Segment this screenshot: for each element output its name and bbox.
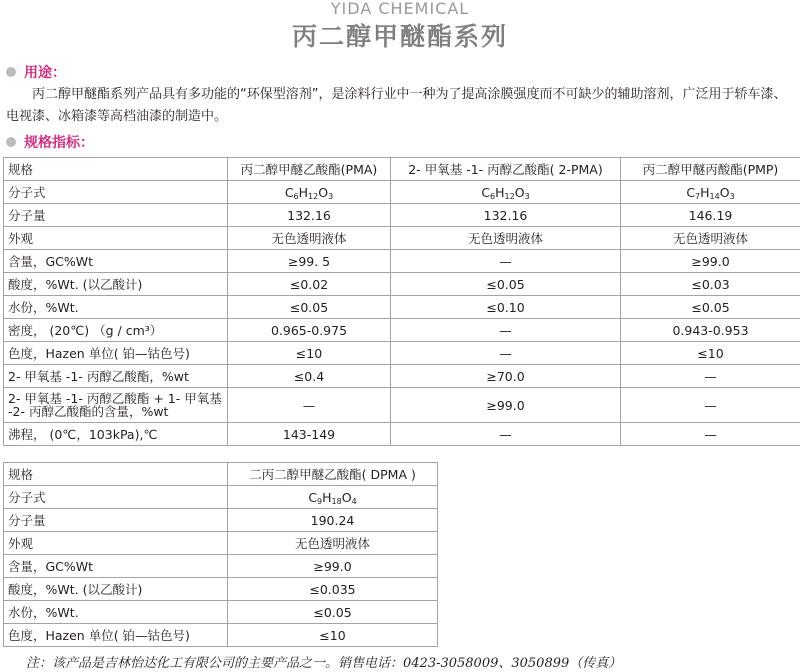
- brand-name: YIDA CHEMICAL: [330, 0, 470, 18]
- column-header: 规格: [4, 158, 228, 181]
- page-title: 丙二醇甲醚酯系列: [291, 22, 508, 51]
- value-cell: —: [391, 250, 621, 273]
- value-cell: ≥99.0: [228, 555, 438, 578]
- value-cell: —: [621, 423, 800, 446]
- value-cell: ≤0.05: [621, 296, 800, 319]
- row-label: 色度，Hazen 单位( 铂—钴色号): [4, 624, 228, 647]
- table-row: [4, 532, 438, 555]
- table-row: [4, 342, 800, 365]
- value-cell: 无色透明液体: [228, 227, 391, 250]
- value-cell: —: [391, 342, 621, 365]
- value-cell: ≥99. 5: [228, 250, 391, 273]
- column-header: 丙二醇甲醚乙酸酯(PMA): [228, 158, 391, 181]
- value-cell: 132.16: [228, 204, 391, 227]
- column-header: 规格: [4, 463, 228, 486]
- formula-cell: $C_9H_{18}O_4$: [228, 486, 438, 509]
- value-cell: ≤10: [621, 342, 800, 365]
- table-row: [4, 365, 800, 388]
- value-cell: ≤0.05: [228, 296, 391, 319]
- value-cell: ≤0.02: [228, 273, 391, 296]
- value-cell: ≥70.0: [391, 365, 621, 388]
- value-cell: —: [621, 365, 800, 388]
- footer-note: 注：该产品是吉林怡达化工有限公司的主要产品之一。销售电话：0423-3058009、3050899（传真）: [26, 656, 622, 671]
- table-row: [4, 204, 800, 227]
- table-row: [4, 578, 438, 601]
- value-cell: ≤0.05: [391, 273, 621, 296]
- spec-table-dpma: [3, 462, 438, 647]
- value-cell: —: [621, 388, 800, 423]
- value-cell: 132.16: [391, 204, 621, 227]
- row-label: 2- 甲氧基 -1- 丙醇乙酸酯 + 1- 甲氧基 -2- 丙醇乙酸酯的含量，%wt: [4, 388, 228, 423]
- table-row: [4, 423, 800, 446]
- row-label: 分子量: [4, 204, 228, 227]
- table-row: [4, 296, 800, 319]
- spec-heading: 规格指标：: [24, 135, 94, 151]
- row-label: 沸程， (0℃，103kPa),℃: [4, 423, 228, 446]
- value-cell: ≤0.10: [391, 296, 621, 319]
- value-cell: ≤0.4: [228, 365, 391, 388]
- value-cell: 190.24: [228, 509, 438, 532]
- column-header: 丙二醇甲醚丙酸酯(PMP): [621, 158, 800, 181]
- value-cell: ≥99.0: [391, 388, 621, 423]
- row-label: 色度，Hazen 单位( 铂—钴色号): [4, 342, 228, 365]
- row-label: 2- 甲氧基 -1- 丙醇乙酸酯，%wt: [4, 365, 228, 388]
- value-cell: 0.943-0.953: [621, 319, 800, 342]
- table-row: [4, 388, 800, 423]
- row-label: 外观: [4, 227, 228, 250]
- table-row: [4, 624, 438, 647]
- value-cell: —: [391, 423, 621, 446]
- value-cell: ≤0.03: [621, 273, 800, 296]
- bullet-icon: [6, 137, 16, 147]
- value-cell: ≥99.0: [621, 250, 800, 273]
- table-row: [4, 227, 800, 250]
- value-cell: —: [228, 388, 391, 423]
- value-cell: ≤0.035: [228, 578, 438, 601]
- row-label: 含量，GC%Wt: [4, 555, 228, 578]
- spec-table-main: [3, 157, 800, 446]
- table-row: [4, 181, 800, 204]
- usage-heading: 用途：: [24, 65, 66, 81]
- table-header-row: [4, 158, 800, 181]
- row-label: 酸度，%Wt. (以乙酸计): [4, 273, 228, 296]
- value-cell: 146.19: [621, 204, 800, 227]
- usage-section-header: [6, 63, 66, 81]
- table-row: [4, 601, 438, 624]
- formula-cell: $C_6H_{12}O_3$: [228, 181, 391, 204]
- value-cell: 无色透明液体: [391, 227, 621, 250]
- spec-section-header: [6, 133, 94, 151]
- row-label: 含量，GC%Wt: [4, 250, 228, 273]
- value-cell: 无色透明液体: [228, 532, 438, 555]
- table-row: [4, 319, 800, 342]
- row-label: 分子式: [4, 181, 228, 204]
- table-header-row: [4, 463, 438, 486]
- column-header: 2- 甲氧基 -1- 丙醇乙酸酯( 2-PMA): [391, 158, 621, 181]
- table-row: [4, 486, 438, 509]
- usage-text: 丙二醇甲醚酯系列产品具有多功能的“环保型溶剂”，是涂料行业中一种为了提高涂膜强度而不可缺少的辅助溶剂，广泛用于轿车漆、电视漆、冰箱漆等高档油漆的制造中。: [6, 87, 787, 124]
- table-row: [4, 250, 800, 273]
- value-cell: ≤10: [228, 342, 391, 365]
- value-cell: ≤0.05: [228, 601, 438, 624]
- value-cell: ≤10: [228, 624, 438, 647]
- value-cell: 0.965-0.975: [228, 319, 391, 342]
- row-label: 水份，%Wt.: [4, 296, 228, 319]
- row-label: 分子量: [4, 509, 228, 532]
- value-cell: 143-149: [228, 423, 391, 446]
- table-row: [4, 273, 800, 296]
- column-header: 二丙二醇甲醚乙酸酯( DPMA ): [228, 463, 438, 486]
- table-row: [4, 555, 438, 578]
- value-cell: —: [391, 319, 621, 342]
- row-label: 密度， (20℃) （g / cm³）: [4, 319, 228, 342]
- row-label: 水份，%Wt.: [4, 601, 228, 624]
- row-label: 酸度，%Wt. (以乙酸计): [4, 578, 228, 601]
- formula-cell: $C_6H_{12}O_3$: [391, 181, 621, 204]
- value-cell: 无色透明液体: [621, 227, 800, 250]
- table-row: [4, 509, 438, 532]
- row-label: 分子式: [4, 486, 228, 509]
- bullet-icon: [6, 67, 16, 77]
- formula-cell: $C_7H_{14}O_3$: [621, 181, 800, 204]
- row-label: 外观: [4, 532, 228, 555]
